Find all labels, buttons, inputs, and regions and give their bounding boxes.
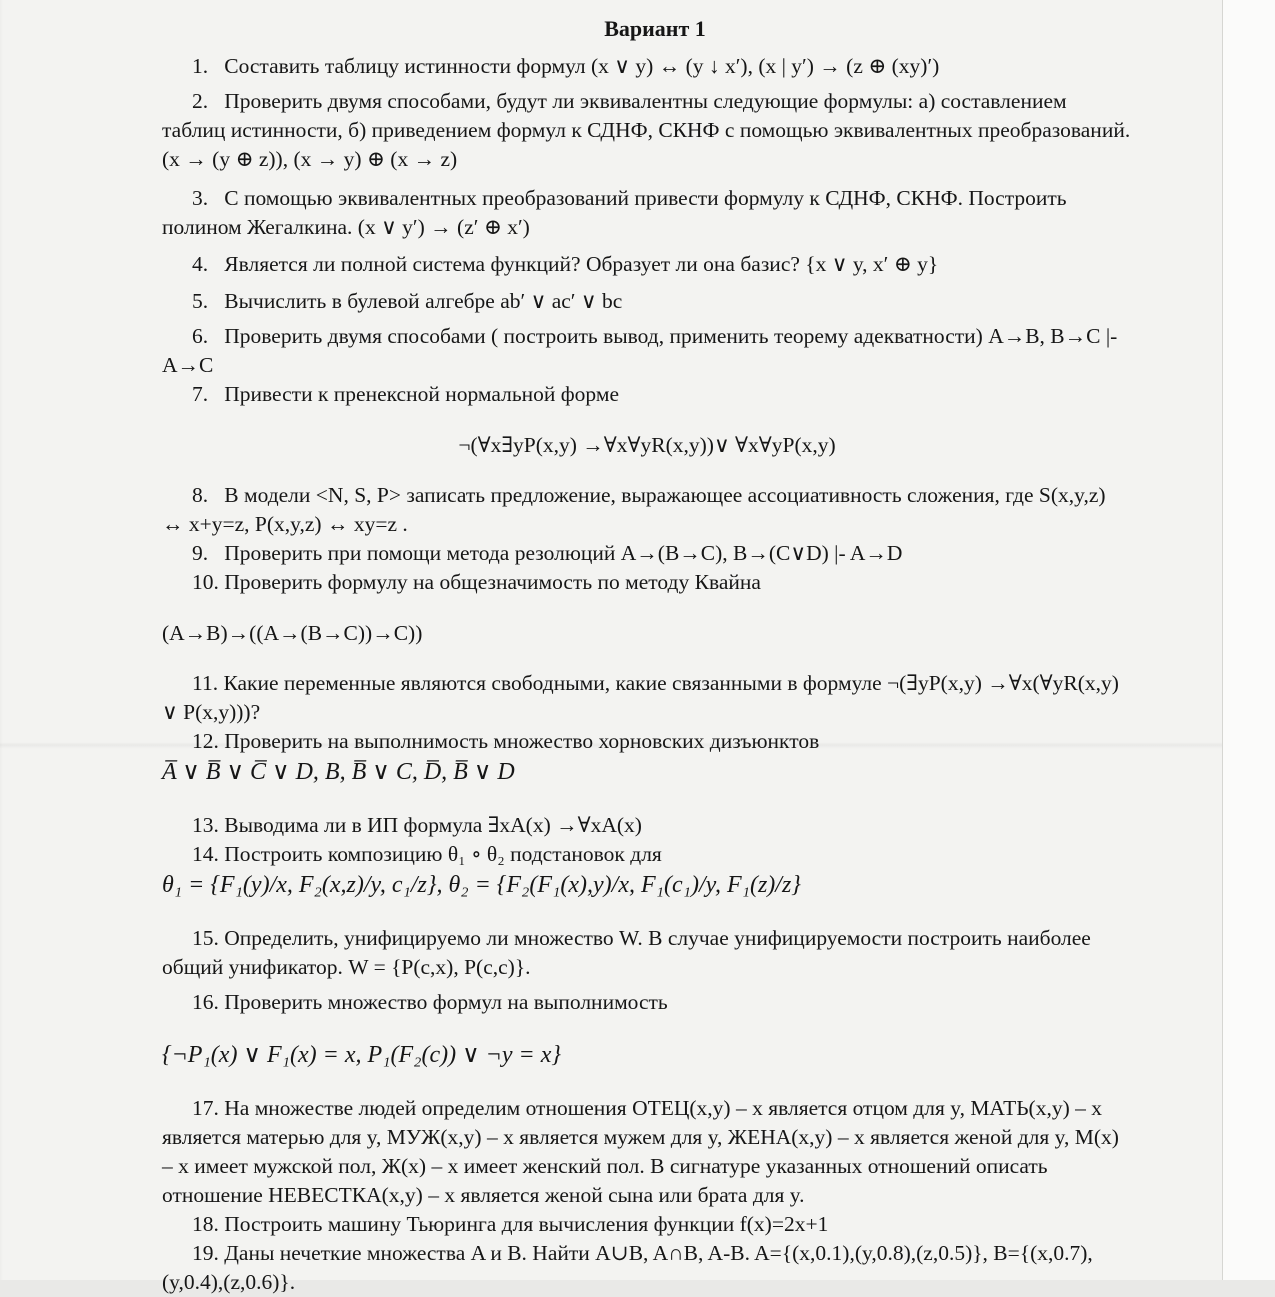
task-19: 19. Даны нечеткие множества A и B. Найти A∪B, A∩B, A-B. A={(x,0.1),(y,0.8),(z,0.5)}, B={(x,0.7),(y,0.4),(z,0.6)}. xyxy=(162,1241,1093,1294)
task-9: 9. Проверить при помощи метода резолюций A→(B→C), B→(C∨D) |- A→D xyxy=(192,541,903,565)
task-7: 7. Привести к пренексной нормальной форме xyxy=(192,382,620,406)
task-11: 11. Какие переменные являются свободными, какие связанными в формуле ¬(∃yP(x,y) →∀x(∀yR(x,y) ∨ P(x,y)))? xyxy=(162,671,1119,724)
task-18: 18. Построить машину Тьюринга для вычисления функции f(x)=2x+1 xyxy=(192,1212,829,1236)
task-8: 8. В модели <N, S, P> записать предложение, выражающее ассоциативность сложения, где S(x,y,z) ↔ x+y=z, P(x,y,z) ↔ xy=z . xyxy=(162,483,1106,536)
task-15: 15. Определить, унифицируемо ли множество W. В случае унифицируемости построить наиболее общий унификатор. W = {P(c,x), P(c,c)}. xyxy=(162,926,1091,979)
task-6: 6. Проверить двумя способами ( построить вывод, применить теорему адекватности) A→B, B→C |- A→C xyxy=(162,324,1118,377)
task-3: 3. С помощью эквивалентных преобразований привести формулу к СДНФ, СКНФ. Построить полином Жегалкина. (x ∨ y′) → (z′ ⊕ x′) xyxy=(162,186,1067,239)
task-17: 17. На множестве людей определим отношения ОТЕЦ(x,y) – x является отцом для y, МАТЬ(x,y) – x является матерью для y, МУЖ(x,y) – x является мужем для y, ЖЕНА(x,y) – x является женой для y, М(x) – x имеет мужской пол, Ж(x) – x имеет женский пол. В сигнатуре указанных отношений описать отношение НЕВЕСТКА(x,y) – x является женой сына или брата для y. xyxy=(162,1096,1119,1207)
task-16-formula: {¬P₁(x) ∨ F₁(x) = x, P₁(F₂(c)) ∨ ¬y = x} xyxy=(162,1042,561,1068)
task-7-formula: ¬(∀x∃yP(x,y) →∀x∀yR(x,y))∨ ∀x∀yP(x,y) xyxy=(458,432,836,457)
task-13: 13. Выводима ли в ИП формула ∃xA(x) →∀xA(x) xyxy=(192,813,642,837)
task-10-formula: (A→B)→((A→(B→C))→C)) xyxy=(162,620,423,645)
paper-edge xyxy=(1222,0,1275,1280)
page-title: Вариант 1 xyxy=(604,16,706,41)
task-list xyxy=(162,52,1132,1297)
task-4: 4. Является ли полной система функций? Образует ли она базис? {x ∨ y, x′ ⊕ y} xyxy=(192,252,939,276)
task-12-formula: A̅ ∨ B̅ ∨ C̅ ∨ D, B, B̅ ∨ C, D̅, B̅ ∨ D xyxy=(162,759,515,785)
task-14-formula: θ₁ = {F₁(y)/x, F₂(x,z)/y, c₁/z}, θ₂ = {F₂(F₁(x),y)/x, F₁(c₁)/y, F₁(z)/z} xyxy=(162,872,801,898)
task-12: 12. Проверить на выполнимость множество хорновских дизъюнктов xyxy=(192,729,820,753)
task-1: 1. Составить таблицу истинности формул (x ∨ y) ↔ (y ↓ x′), (x | y′) → (z ⊕ (xy)′) xyxy=(192,54,940,78)
task-5: 5. Вычислить в булевой алгебре ab′ ∨ ac′ ∨ bc xyxy=(192,289,623,313)
task-16: 16. Проверить множество формул на выполнимость xyxy=(192,990,668,1014)
task-14: 14. Построить композицию θ₁ ∘ θ₂ подстановок для xyxy=(192,842,662,866)
task-2: 2. Проверить двумя способами, будут ли эквивалентны следующие формулы: а) составлением таблиц истинности, б) приведением формул к СДНФ, СКНФ с помощью эквивалентных преобразований. (x → (y ⊕ z)), (x → y) ⊕ (x → z) xyxy=(162,89,1131,171)
task-10: 10. Проверить формулу на общезначимость по методу Квайна xyxy=(192,570,761,594)
